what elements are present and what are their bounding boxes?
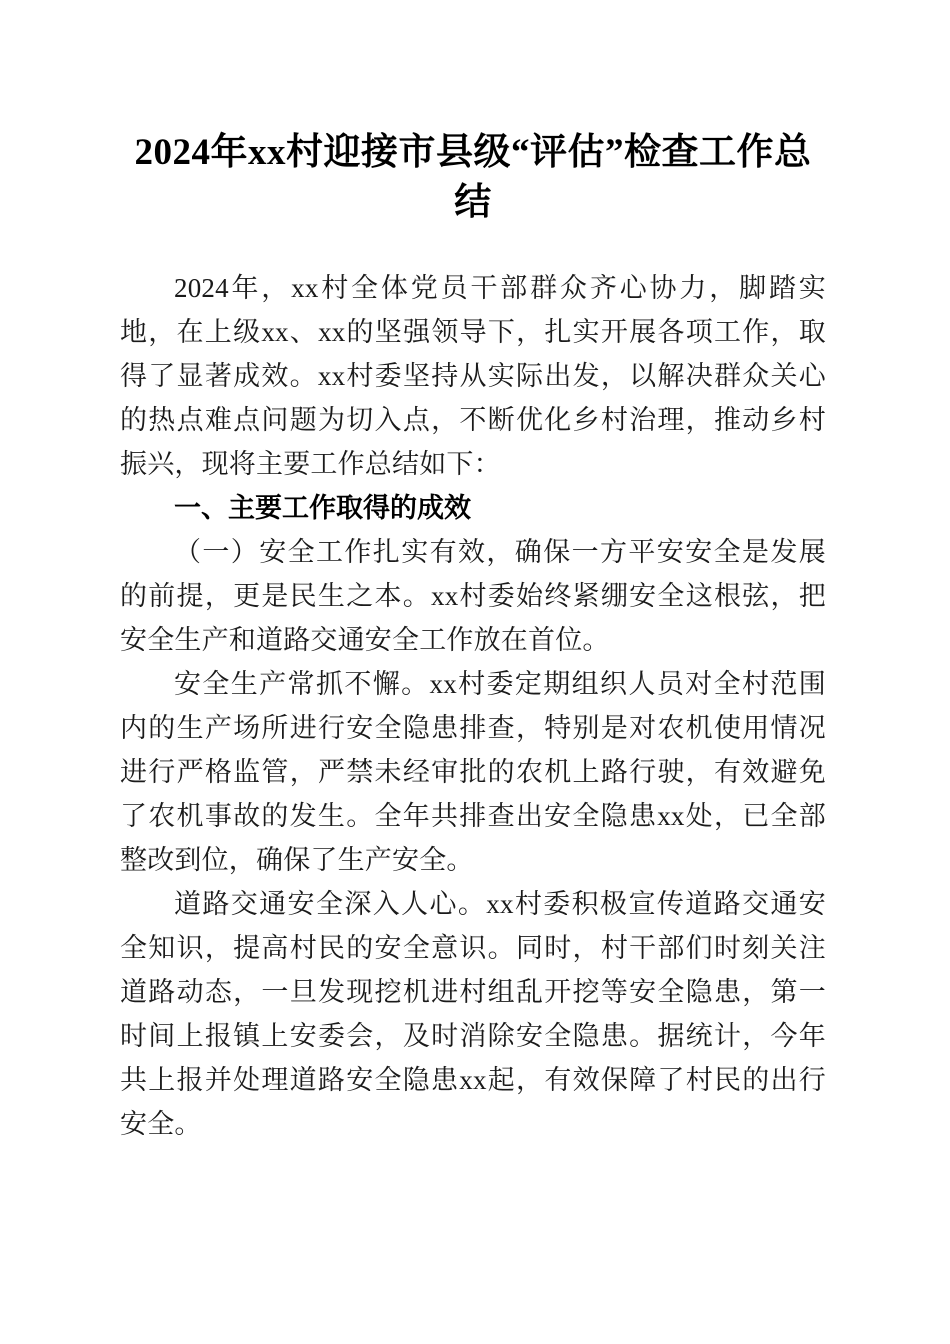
section-heading-1: 一、主要工作取得的成效	[174, 493, 471, 523]
paragraph-intro: 2024年，xx村全体党员干部群众齐心协力，脚踏实地，在上级xx、xx的坚强领导下，扎实开展各项工作，取得了显著成效。xx村委坚持从实际出发，以解决群众关心的热点难点问题为切入点，不断优化乡村治理，推动乡村振兴，现将主要工作总结如下：	[120, 273, 826, 479]
paragraph-subsection-1-1: （一）安全工作扎实有效，确保一方平安安全是发展的前提，更是民生之本。xx村委始终紧绷安全这根弦，把安全生产和道路交通安全工作放在首位。	[120, 537, 826, 655]
page-title: 2024年xx村迎接市县级“评估”检查工作总结	[134, 132, 812, 223]
document-content-column	[120, 0, 826, 1146]
paragraph-road-traffic-safety: 道路交通安全深入人心。xx村委积极宣传道路交通安全知识，提高村民的安全意识。同时，村干部们时刻关注道路动态，一旦发现挖机进村组乱开挖等安全隐患，第一时间上报镇上安委会，及时消除安全隐患。据统计，今年共上报并处理道路安全隐患xx起，有效保障了村民的出行安全。	[120, 889, 826, 1139]
paragraph-production-safety: 安全生产常抓不懈。xx村委定期组织人员对全村范围内的生产场所进行安全隐患排查，特别是对农机使用情况进行严格监管，严禁未经审批的农机上路行驶，有效避免了农机事故的发生。全年共排查出安全隐患xx处，已全部整改到位，确保了生产安全。	[120, 669, 826, 875]
